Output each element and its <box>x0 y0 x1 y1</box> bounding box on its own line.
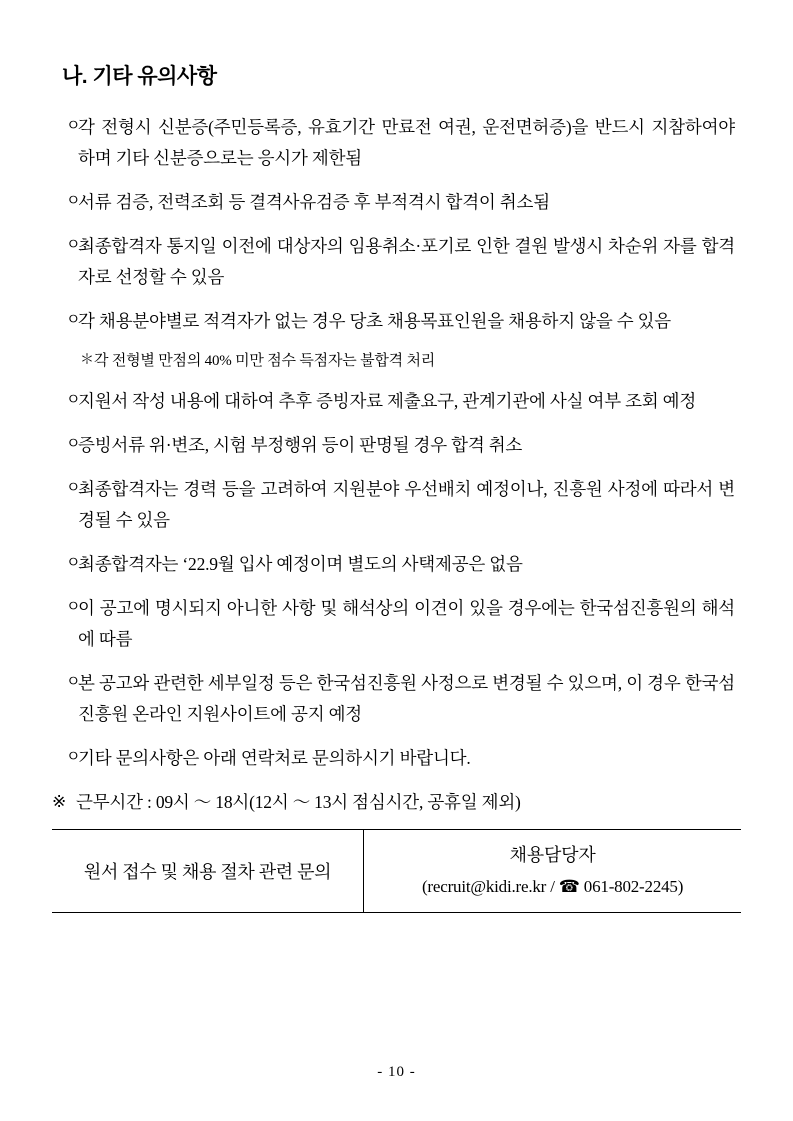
list-item <box>52 668 741 730</box>
list-item <box>52 187 741 218</box>
contact-value-cell <box>364 830 741 913</box>
sub-note <box>52 348 741 374</box>
list-item <box>52 386 741 417</box>
reference-mark-icon: ※ <box>52 792 67 811</box>
contact-details: (recruit@kidi.re.kr / ☎ 061-802-2245) <box>421 877 684 896</box>
asterisk-icon: ＊ <box>80 353 94 368</box>
bullet-marker-icon: ㅇ <box>66 436 81 452</box>
work-hours-note <box>52 787 741 817</box>
contact-label-cell: 원서 접수 및 채용 절차 관련 문의 <box>52 830 364 913</box>
bullet-marker-icon: ㅇ <box>66 555 81 571</box>
list-item-text: 최종합격자는 경력 등을 고려하여 지원분야 우선배치 예정이나, 진흥원 사정에 따라서 변경될 수 있음 <box>78 479 735 530</box>
bullet-marker-icon: ㅇ <box>66 193 81 209</box>
list-item-text: 최종합격자 통지일 이전에 대상자의 임용취소·포기로 인한 결원 발생시 차순위 자를 합격자로 선정할 수 있음 <box>78 236 735 287</box>
notice-list-primary <box>52 112 741 337</box>
bullet-marker-icon: ㅇ <box>66 480 81 496</box>
list-item-text: 서류 검증, 전력조회 등 결격사유검증 후 부적격시 합격이 취소됨 <box>78 192 550 212</box>
bullet-marker-icon: ㅇ <box>66 392 81 408</box>
list-item <box>52 743 741 774</box>
bullet-marker-icon: ㅇ <box>66 674 81 690</box>
list-item-text: 본 공고와 관련한 세부일정 등은 한국섬진흥원 사정으로 변경될 수 있으며, 이 경우 한국섬진흥원 온라인 지원사이트에 공지 예정 <box>78 673 735 724</box>
list-item <box>52 593 741 655</box>
sub-note-text: 각 전형별 만점의 40% 미만 점수 득점자는 불합격 처리 <box>94 353 436 369</box>
list-item <box>52 231 741 293</box>
list-item <box>52 306 741 337</box>
contact-person-label: 채용담당자 <box>509 845 596 865</box>
list-item <box>52 474 741 536</box>
page-title: 나. 기타 유의사항 <box>62 65 217 88</box>
bullet-marker-icon: ㅇ <box>66 749 81 765</box>
table-row <box>52 830 741 913</box>
contact-table <box>52 829 741 913</box>
list-item-text: 각 전형시 신분증(주민등록증, 유효기간 만료전 여권, 운전면허증)을 반드시 지참하여야 하며 기타 신분증으로는 응시가 제한됨 <box>78 117 735 168</box>
list-item-text: 이 공고에 명시되지 아니한 사항 및 해석상의 이견이 있을 경우에는 한국섬진흥원의 해석에 따름 <box>78 598 735 649</box>
list-item-text: 지원서 작성 내용에 대하여 추후 증빙자료 제출요구, 관계기관에 사실 여부 조회 예정 <box>78 391 697 411</box>
list-item <box>52 430 741 461</box>
bullet-marker-icon: ㅇ <box>66 237 81 253</box>
work-hours-note-text: 근무시간 : 09시 ～ 18시(12시 ～ 13시 점심시간, 공휴일 제외) <box>76 792 521 812</box>
list-item <box>52 112 741 174</box>
list-item-text: 각 채용분야별로 적격자가 없는 경우 당초 채용목표인원을 채용하지 않을 수 있음 <box>78 311 672 331</box>
bullet-marker-icon: ㅇ <box>66 312 81 328</box>
bullet-marker-icon: ㅇ <box>66 118 81 134</box>
list-item <box>52 549 741 580</box>
list-item-text: 최종합격자는 ‘22.9월 입사 예정이며 별도의 사택제공은 없음 <box>78 554 523 574</box>
notice-list-secondary <box>52 386 741 774</box>
list-item-text: 증빙서류 위·변조, 시험 부정행위 등이 판명될 경우 합격 취소 <box>78 435 523 455</box>
bullet-marker-icon: ㅇ <box>66 599 81 615</box>
page-number: - 10 - <box>377 1064 416 1080</box>
list-item-text: 기타 문의사항은 아래 연락처로 문의하시기 바랍니다. <box>78 748 471 768</box>
